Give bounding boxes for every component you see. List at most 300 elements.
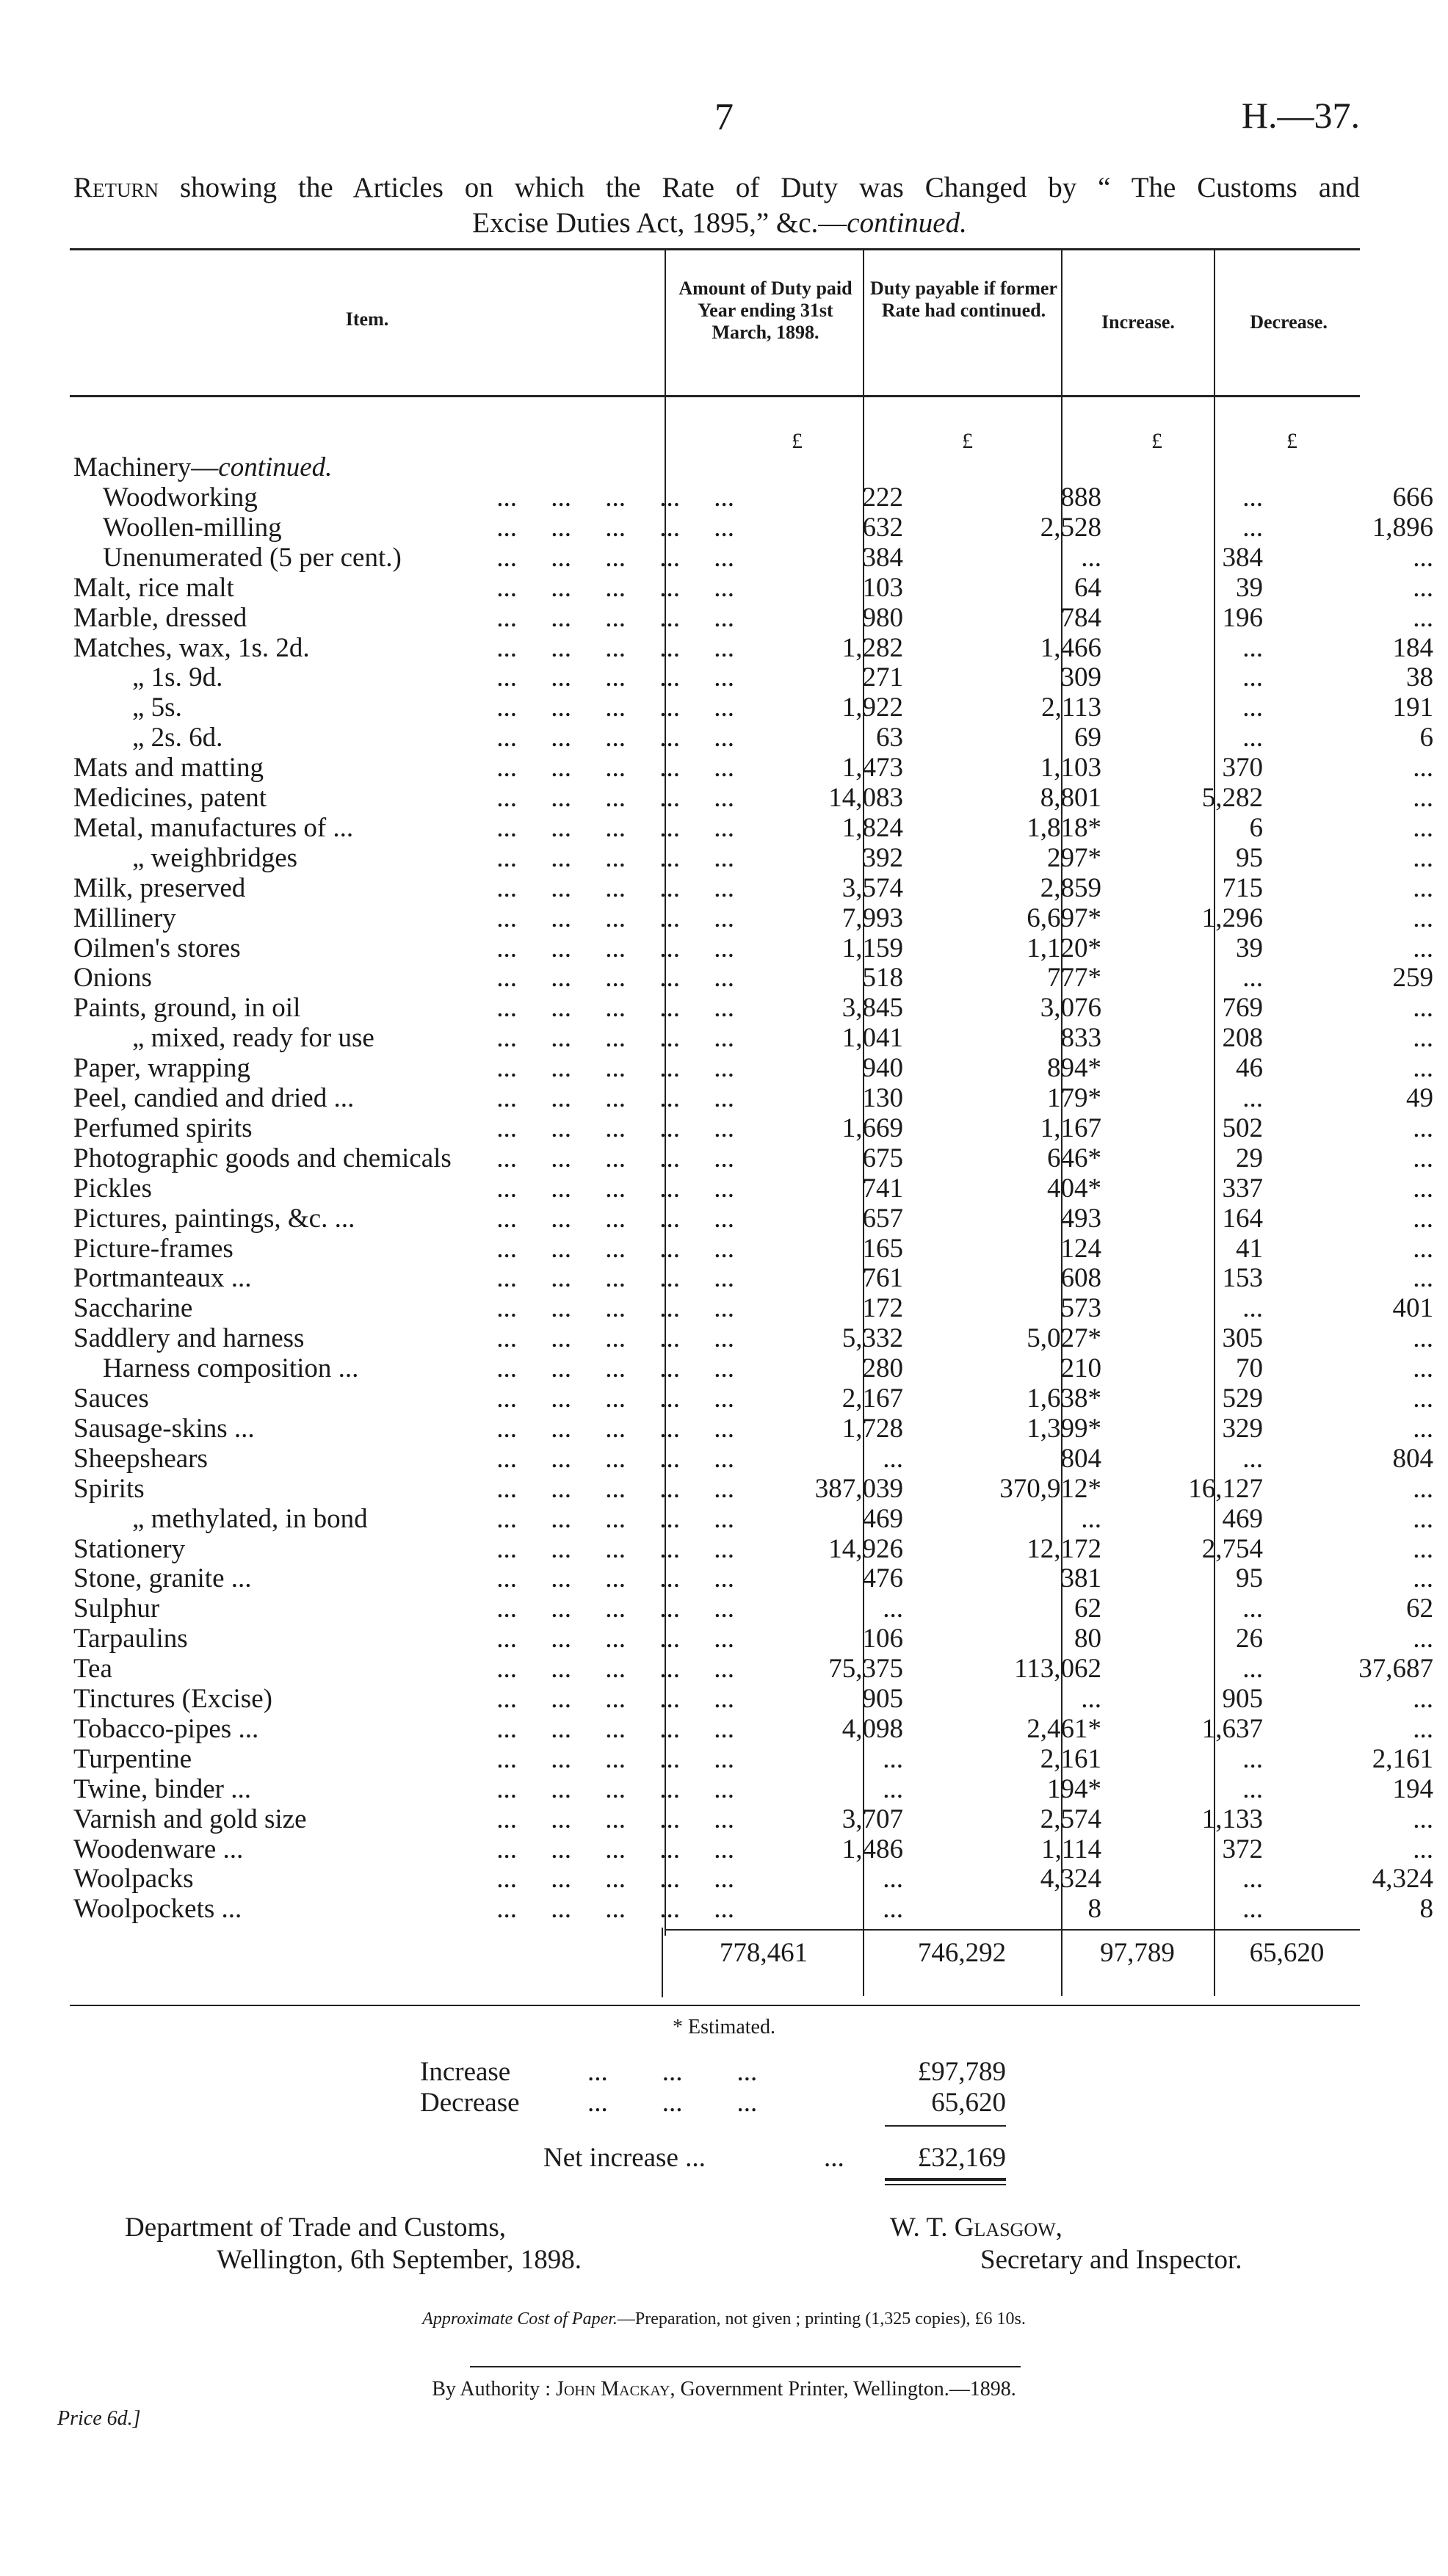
cell-former: 194* [1047,1773,1101,1804]
heading-continued: continued. [847,207,967,239]
cell-increase: 502 [1222,1112,1263,1143]
cell-former: 69 [1074,723,1101,753]
page-number: 7 [714,96,734,138]
cell-paid: ... [883,1894,903,1925]
cell-decrease: 804 [1392,1443,1433,1474]
cell-decrease: ... [1413,1203,1433,1234]
cost-note-text: —Preparation, not given ; printing (1,325 copies), £6 10s. [617,2309,1026,2329]
row-item: Sausage-skins ... [73,1414,259,1444]
cell-increase: 1,296 [1201,902,1263,933]
row-leader-dots: ... ... ... ... ... [496,902,734,933]
cell-increase: 329 [1222,1413,1263,1444]
row-item: Pickles [73,1173,156,1204]
cost-note [0,2309,1448,2329]
row-leader-dots: ... ... ... ... ... [496,1443,734,1474]
row-leader-dots: ... ... ... ... ... [496,1413,734,1444]
row-item: Harness composition ... [103,1353,363,1383]
cell-increase: 529 [1222,1383,1263,1414]
table-row [73,1654,1433,1685]
row-leader-dots: ... ... ... ... ... [496,632,734,663]
cell-decrease: 4,324 [1372,1864,1433,1895]
cell-increase: 46 [1236,1053,1263,1084]
authority-rule [470,2366,1021,2367]
row-item: Stationery [73,1534,189,1564]
row-item: Woodworking [103,482,262,513]
row-leader-dots: ... ... ... ... ... [496,512,734,543]
cell-increase: 153 [1222,1263,1263,1294]
cell-former: 1,638* [1027,1383,1101,1414]
price-note: Price 6d.] [57,2407,141,2430]
cell-increase: 469 [1222,1503,1263,1534]
row-item: Paper, wrapping [73,1053,255,1083]
row-leader-dots: ... ... ... ... ... [496,482,734,513]
cell-former: 2,161 [1040,1743,1101,1774]
row-item: Medicines, patent [73,783,271,813]
cell-paid: 4,098 [841,1713,903,1744]
row-item: Metal, manufactures of ... [73,813,358,843]
row-item: Marble, dressed [73,603,251,633]
row-item: Woollen-milling [103,513,286,543]
row-item: Turpentine [73,1744,196,1774]
total-increase: 97,789 [1100,1938,1175,1968]
cell-paid: 1,669 [841,1112,903,1143]
cell-paid: 3,574 [841,872,903,903]
cell-paid: 1,824 [841,812,903,843]
table-row [73,1713,1433,1744]
row-leader-dots: ... ... ... ... ... [496,1143,734,1173]
summary-double-rule-2 [885,2184,1006,2185]
row-item: Tobacco-pipes ... [73,1714,263,1744]
row-item: „ 5s. [132,692,187,723]
cell-former: 179* [1047,1083,1101,1113]
cell-increase: ... [1242,1773,1263,1804]
row-item: Woolpacks [73,1864,198,1894]
authority-prefix: By Authority : [432,2378,551,2400]
summary-increase-dots: ... ... ... [587,2057,758,2087]
cell-increase: 164 [1222,1203,1263,1234]
currency-former: £ [962,429,973,453]
cell-former: 804 [1060,1443,1101,1474]
total-decrease: 65,620 [1249,1938,1325,1968]
row-item: „ 1s. 9d. [132,662,227,692]
document-reference: H.—37. [1241,95,1360,136]
cell-former: 370,912* [999,1473,1101,1504]
table-row [73,1624,1433,1654]
row-item: Perfumed spirits [73,1113,257,1143]
cell-former: 894* [1047,1053,1101,1084]
cell-former: 8 [1087,1894,1101,1925]
row-leader-dots: ... ... ... ... ... [496,1803,734,1834]
cell-former: 4,324 [1040,1864,1101,1895]
cell-former: 62 [1074,1593,1101,1624]
row-leader-dots: ... ... ... ... ... [496,842,734,873]
cell-former: 210 [1060,1353,1101,1384]
row-leader-dots: ... ... ... ... ... [496,1173,734,1204]
cell-decrease: ... [1413,933,1433,963]
cell-increase: 39 [1236,933,1263,963]
section-heading [73,452,332,482]
row-leader-dots: ... ... ... ... ... [496,1563,734,1594]
cell-former: 573 [1060,1293,1101,1324]
cell-paid: 14,926 [828,1533,903,1564]
cell-decrease: 37,687 [1358,1654,1433,1685]
summary-rule [885,2125,1006,2127]
cell-paid: 980 [862,602,903,633]
row-item: „ methylated, in bond [132,1504,372,1534]
row-leader-dots: ... ... ... ... ... [496,1263,734,1294]
table-row [73,1173,1433,1204]
cell-paid: 1,728 [841,1413,903,1444]
table-row [73,1834,1433,1864]
cell-decrease: ... [1413,1503,1433,1534]
cell-increase: ... [1242,512,1263,543]
row-item: Saccharine [73,1293,197,1323]
table-row [73,662,1433,693]
cell-decrease: 2,161 [1372,1743,1433,1774]
row-leader-dots: ... ... ... ... ... [496,1473,734,1504]
row-leader-dots: ... ... ... ... ... [496,1533,734,1564]
authority-rest: Government Printer, Wellington.—1898. [680,2378,1016,2400]
cell-increase: ... [1242,1593,1263,1624]
cell-paid: ... [883,1773,903,1804]
table-row [73,542,1433,573]
table-row [73,1864,1433,1895]
cell-decrease: ... [1413,1803,1433,1834]
table-row [73,1383,1433,1414]
row-item: Malt, rice malt [73,573,239,603]
row-leader-dots: ... ... ... ... ... [496,1233,734,1264]
row-leader-dots: ... ... ... ... ... [496,723,734,753]
column-header-decrease: Decrease. [1250,311,1328,333]
cell-paid: 392 [862,842,903,873]
table-row [73,1473,1433,1504]
cell-paid: 518 [862,963,903,994]
cell-increase: ... [1242,1654,1263,1685]
cell-increase: ... [1242,1443,1263,1474]
row-leader-dots: ... ... ... ... ... [496,1593,734,1624]
cell-former: 1,103 [1040,753,1101,784]
cell-increase: 1,637 [1201,1713,1263,1744]
total-former: 746,292 [917,1938,1007,1968]
table-row [73,1684,1433,1714]
table-row [73,602,1433,633]
cell-decrease: ... [1413,1323,1433,1354]
cell-paid: ... [883,1593,903,1624]
cell-decrease: ... [1413,602,1433,633]
row-item: Photographic goods and chemicals [73,1143,456,1173]
row-leader-dots: ... ... ... ... ... [496,1773,734,1804]
table-row [73,1112,1433,1143]
cell-increase: ... [1242,1894,1263,1925]
cell-decrease: ... [1413,753,1433,784]
cell-increase: ... [1242,1293,1263,1324]
total-left-stub [662,1928,663,1997]
row-leader-dots: ... ... ... ... ... [496,1713,734,1744]
table-row [73,1023,1433,1054]
cell-increase: 305 [1222,1323,1263,1354]
cell-former: 1,167 [1040,1112,1101,1143]
table-row [73,902,1433,933]
cell-increase: ... [1242,662,1263,693]
cell-former: ... [1081,542,1101,573]
cell-former: 309 [1060,662,1101,693]
cell-decrease: 38 [1406,662,1433,693]
heading-text-2: Excise Duties Act, 1895,” &c.— [472,207,847,239]
cell-paid: 1,486 [841,1834,903,1864]
row-leader-dots: ... ... ... ... ... [496,872,734,903]
cell-decrease: ... [1413,1563,1433,1594]
row-leader-dots: ... ... ... ... ... [496,1383,734,1414]
cell-decrease: ... [1413,783,1433,813]
cell-decrease: 184 [1392,632,1433,663]
row-leader-dots: ... ... ... ... ... [496,993,734,1024]
cell-increase: 5,282 [1201,783,1263,813]
cell-former: 777* [1047,963,1101,994]
row-leader-dots: ... ... ... ... ... [496,1023,734,1054]
heading-return-word: Return [73,172,159,203]
cell-decrease: ... [1413,1473,1433,1504]
row-item: Spirits [73,1474,149,1504]
cell-increase: 2,754 [1201,1533,1263,1564]
cell-paid: 1,159 [841,933,903,963]
cell-increase: ... [1242,1864,1263,1895]
cell-paid: 905 [862,1684,903,1714]
table-row [73,1083,1433,1113]
cell-decrease: ... [1413,572,1433,603]
summary-increase-value: £97,789 [917,2057,1006,2087]
cell-increase: 715 [1222,872,1263,903]
table-row [73,842,1433,873]
table-row [73,963,1433,994]
table-row [73,753,1433,784]
cell-former: 297* [1047,842,1101,873]
row-item: Millinery [73,903,181,933]
row-item: Woolpockets ... [73,1894,246,1924]
cell-decrease: ... [1413,872,1433,903]
cell-paid: 5,332 [841,1323,903,1354]
cell-increase: 196 [1222,602,1263,633]
cell-decrease: 49 [1406,1083,1433,1113]
cell-paid: 761 [862,1263,903,1294]
row-item: Woodenware ... [73,1834,247,1864]
cell-decrease: ... [1413,1173,1433,1204]
cell-former: 1,818* [1027,812,1101,843]
cell-decrease: ... [1413,842,1433,873]
cell-paid: 657 [862,1203,903,1234]
row-item: Milk, preserved [73,873,250,903]
cell-increase: ... [1242,1083,1263,1113]
cell-paid: 741 [862,1173,903,1204]
row-item: Unenumerated (5 per cent.) [103,543,406,573]
table-row [73,1263,1433,1294]
cell-increase: 70 [1236,1353,1263,1384]
cell-paid: 1,473 [841,753,903,784]
table-bottom-rule [70,2005,1360,2006]
cell-increase: 370 [1222,753,1263,784]
row-item: Saddlery and harness [73,1323,308,1353]
authority-name: John Mackay, [556,2378,676,2400]
row-leader-dots: ... ... ... ... ... [496,1743,734,1774]
cost-note-italic: Approximate Cost of Paper. [422,2309,618,2329]
row-leader-dots: ... ... ... ... ... [496,963,734,994]
cell-paid: 222 [862,482,903,513]
cell-former: 3,076 [1040,993,1101,1024]
cell-increase: 29 [1236,1143,1263,1173]
cell-paid: 2,167 [841,1383,903,1414]
cell-former: 404* [1047,1173,1101,1204]
table-row [73,632,1433,663]
summary-decrease-label: Decrease [420,2088,520,2118]
row-item: Oilmen's stores [73,933,245,963]
row-leader-dots: ... ... ... ... ... [496,1834,734,1864]
cell-former: 2,461* [1027,1713,1101,1744]
row-leader-dots: ... ... ... ... ... [496,1112,734,1143]
cell-paid: ... [883,1864,903,1895]
row-leader-dots: ... ... ... ... ... [496,1293,734,1324]
currency-decrease: £ [1286,429,1297,453]
department-line-2: Wellington, 6th September, 1898. [217,2245,582,2275]
row-leader-dots: ... ... ... ... ... [496,1323,734,1354]
authority-line [0,2378,1448,2401]
table-row [73,872,1433,903]
column-header-former-rate: Duty payable if former Rate had continued. [870,278,1057,321]
cell-former: 646* [1047,1143,1101,1173]
summary-double-rule-1 [885,2178,1006,2181]
cell-increase: 1,133 [1201,1803,1263,1834]
table-row [73,1443,1433,1474]
cell-paid: 632 [862,512,903,543]
table-row [73,993,1433,1024]
cell-former: 833 [1060,1023,1101,1054]
table-row [73,1743,1433,1774]
table-row [73,812,1433,843]
table-top-rule [70,248,1360,250]
cell-decrease: ... [1413,1112,1433,1143]
cell-paid: 130 [862,1083,903,1113]
table-row [73,512,1433,543]
cell-former: 12,172 [1027,1533,1101,1564]
row-leader-dots: ... ... ... ... ... [496,812,734,843]
row-leader-dots: ... ... ... ... ... [496,753,734,784]
cell-former: 8,801 [1040,783,1101,813]
table-row [73,1593,1433,1624]
cell-former: 64 [1074,572,1101,603]
table-row [73,1203,1433,1234]
row-leader-dots: ... ... ... ... ... [496,1864,734,1895]
cell-former: ... [1081,1503,1101,1534]
cell-increase: 6 [1249,812,1263,843]
cell-decrease: ... [1413,1143,1433,1173]
table-row [73,1053,1433,1084]
cell-decrease: 1,896 [1372,512,1433,543]
column-header-increase: Increase. [1101,311,1175,333]
totals-top-rule [665,1929,1360,1931]
table-row [73,1503,1433,1534]
cell-increase: ... [1242,632,1263,663]
row-leader-dots: ... ... ... ... ... [496,602,734,633]
cell-former: 1,399* [1027,1413,1101,1444]
column-header-amount-paid: Amount of Duty paid Year ending 31st March, 1898. [678,278,852,343]
cell-former: 608 [1060,1263,1101,1294]
cell-former: 5,027* [1027,1323,1101,1354]
cell-decrease: ... [1413,993,1433,1024]
table-row [73,1533,1433,1564]
table-row [73,1143,1433,1173]
cell-decrease: ... [1413,1053,1433,1084]
cell-paid: 75,375 [828,1654,903,1685]
row-item: Picture-frames [73,1234,238,1264]
cell-paid: 106 [862,1624,903,1654]
section-heading-text: Machinery— [73,452,219,482]
row-leader-dots: ... ... ... ... ... [496,692,734,723]
cell-former: 1,114 [1041,1834,1101,1864]
cell-former: 6,697* [1027,902,1101,933]
cell-decrease: ... [1413,1624,1433,1654]
summary-decrease-dots: ... ... ... [587,2088,758,2118]
cell-paid: 469 [862,1503,903,1534]
table-row [73,1293,1433,1324]
cell-increase: ... [1242,723,1263,753]
row-item: Varnish and gold size [73,1804,311,1834]
cell-decrease: 666 [1392,482,1433,513]
cell-paid: 280 [862,1353,903,1384]
table-row [73,572,1433,603]
cell-increase: 208 [1222,1023,1263,1054]
cell-paid: 103 [862,572,903,603]
cell-former: 888 [1060,482,1101,513]
table-row [73,1413,1433,1444]
cell-paid: 172 [862,1293,903,1324]
heading-text-1: showing the Articles on which the Rate of Duty was Changed by “ The Customs and [179,172,1360,203]
cell-decrease: 259 [1392,963,1433,994]
row-leader-dots: ... ... ... ... ... [496,1654,734,1685]
row-leader-dots: ... ... ... ... ... [496,783,734,813]
cell-paid: 387,039 [814,1473,903,1504]
cell-decrease: ... [1413,542,1433,573]
row-item: Stone, granite ... [73,1563,256,1593]
cell-former: 784 [1060,602,1101,633]
cell-former: ... [1081,1684,1101,1714]
cell-paid: 271 [862,662,903,693]
row-leader-dots: ... ... ... ... ... [496,1353,734,1384]
row-item: Tinctures (Excise) [73,1684,277,1714]
cell-decrease: 8 [1419,1894,1433,1925]
row-leader-dots: ... ... ... ... ... [496,1053,734,1084]
cell-paid: ... [883,1443,903,1474]
cell-paid: 940 [862,1053,903,1084]
cell-decrease: ... [1413,1023,1433,1054]
cell-paid: 7,993 [841,902,903,933]
table-row [73,482,1433,513]
cell-paid: 165 [862,1233,903,1264]
cell-decrease: ... [1413,812,1433,843]
cell-decrease: 62 [1406,1593,1433,1624]
cell-increase: ... [1242,482,1263,513]
cell-paid: ... [883,1743,903,1774]
cell-decrease: ... [1413,1353,1433,1384]
heading-line-2 [59,206,1380,241]
row-leader-dots: ... ... ... ... ... [496,1203,734,1234]
cell-decrease: ... [1413,1834,1433,1864]
cell-former: 381 [1060,1563,1101,1594]
row-item: Paints, ground, in oil [73,993,305,1023]
table-row [73,1803,1433,1834]
row-leader-dots: ... ... ... ... ... [496,1894,734,1925]
row-item: Matches, wax, 1s. 2d. [73,633,314,663]
cell-former: 493 [1060,1203,1101,1234]
cell-decrease: ... [1413,1713,1433,1744]
row-item: Mats and matting [73,753,268,783]
